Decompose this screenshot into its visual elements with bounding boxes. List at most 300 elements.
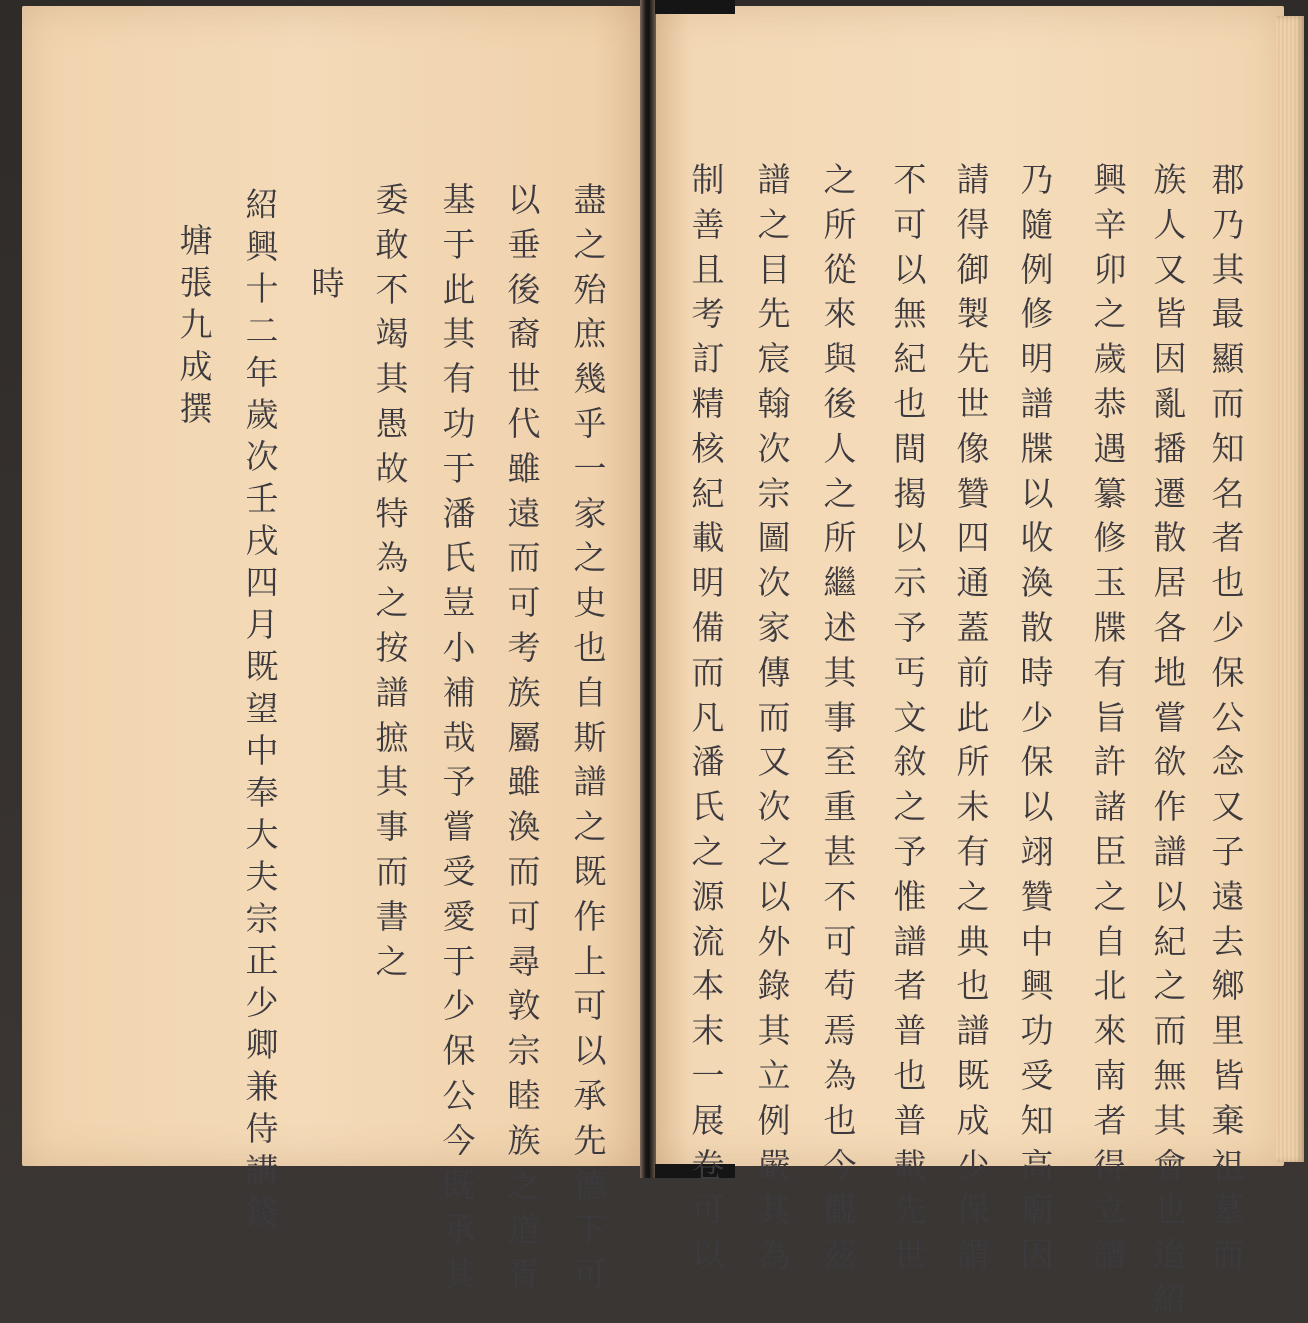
glyph: 可 (823, 921, 857, 961)
glyph: 族 (1153, 160, 1187, 199)
glyph: 修 (1020, 294, 1054, 334)
glyph: 遠 (1211, 876, 1245, 916)
glyph: 承 (573, 1075, 607, 1115)
glyph: 可 (507, 896, 541, 936)
glyph: 之 (375, 941, 409, 981)
glyph: 無 (893, 294, 927, 334)
glyph: 其 (375, 359, 409, 399)
glyph: 雖 (507, 448, 541, 488)
glyph: 因 (1020, 1235, 1054, 1275)
glyph: 屬 (507, 717, 541, 757)
glyph: 保 (1020, 742, 1054, 782)
glyph: 散 (1020, 607, 1054, 647)
glyph: 之 (691, 831, 725, 871)
glyph: 殆 (573, 269, 607, 309)
glyph: 遇 (1093, 428, 1127, 468)
glyph: 述 (823, 607, 857, 647)
glyph: 以 (1020, 787, 1054, 827)
glyph: 既 (245, 647, 279, 686)
glyph: 十 (245, 269, 279, 308)
glyph: 也 (956, 966, 990, 1006)
glyph: 事 (375, 807, 409, 847)
glyph: 隨 (1020, 204, 1054, 244)
glyph: 譜 (1093, 1235, 1127, 1275)
glyph: 也 (893, 1055, 927, 1095)
glyph: 揭 (893, 473, 927, 513)
glyph: 世 (893, 1235, 927, 1275)
glyph: 北 (1093, 966, 1127, 1006)
glyph: 遠 (507, 493, 541, 533)
glyph: 潘 (442, 493, 476, 533)
glyph: 受 (1020, 1055, 1054, 1095)
glyph: 大 (245, 815, 279, 854)
glyph: 苟 (823, 966, 857, 1006)
glyph: 睦 (507, 1075, 541, 1115)
left-column-6 (240, 184, 284, 1234)
glyph: 渙 (1020, 563, 1054, 603)
glyph: 時 (311, 264, 345, 303)
glyph: 立 (1093, 1190, 1127, 1230)
glyph: 今 (823, 1145, 857, 1185)
glyph: 惟 (893, 876, 927, 916)
glyph: 少 (1211, 607, 1245, 647)
glyph: 世 (507, 359, 541, 399)
glyph: 例 (1020, 249, 1054, 289)
glyph: 居 (1153, 563, 1187, 603)
glyph: 不 (893, 160, 927, 199)
glyph: 裔 (507, 314, 541, 354)
right-column-8 (752, 158, 796, 1278)
glyph: 委 (375, 180, 409, 219)
glyph: 既 (442, 1165, 476, 1205)
glyph: 之 (375, 583, 409, 623)
glyph: 年 (245, 353, 279, 392)
glyph: 時 (1020, 652, 1054, 692)
glyph: 而 (691, 652, 725, 692)
glyph: 兼 (245, 1067, 279, 1106)
glyph: 有 (442, 359, 476, 399)
right-column-3 (1088, 158, 1132, 1278)
glyph: 族 (507, 1120, 541, 1160)
glyph: 丐 (893, 652, 927, 692)
glyph: 遷 (1153, 473, 1187, 513)
glyph: 紹 (1153, 1279, 1187, 1319)
glyph: 世 (956, 383, 990, 423)
glyph: 考 (507, 627, 541, 667)
glyph: 興 (1093, 160, 1127, 199)
glyph: 宸 (757, 339, 791, 379)
glyph: 善 (691, 204, 725, 244)
glyph: 之 (893, 787, 927, 827)
glyph: 錢 (245, 1193, 279, 1232)
glyph: 而 (375, 851, 409, 891)
glyph: 四 (956, 518, 990, 558)
glyph: 尋 (507, 941, 541, 981)
glyph: 其 (442, 314, 476, 354)
glyph: 歲 (1093, 339, 1127, 379)
glyph: 成 (179, 347, 213, 386)
glyph: 公 (1211, 697, 1245, 737)
glyph: 講 (245, 1151, 279, 1190)
left-column-5 (306, 262, 350, 307)
glyph: 修 (1093, 518, 1127, 558)
glyph: 公 (442, 1075, 476, 1115)
left-column-1 (568, 178, 612, 1298)
left-page (22, 6, 644, 1166)
glyph: 其 (1153, 1100, 1187, 1140)
glyph: 得 (1093, 1145, 1127, 1185)
glyph: 氏 (442, 538, 476, 578)
glyph: 皆 (1153, 294, 1187, 334)
glyph: 里 (1211, 1011, 1245, 1051)
glyph: 譜 (1153, 831, 1187, 871)
glyph: 制 (691, 160, 725, 199)
glyph: 于 (442, 224, 476, 264)
glyph: 之 (757, 204, 791, 244)
glyph: 之 (757, 831, 791, 871)
glyph: 高 (1020, 1145, 1054, 1185)
glyph: 小 (442, 627, 476, 667)
glyph: 去 (1211, 921, 1245, 961)
glyph: 也 (893, 383, 927, 423)
glyph: 牒 (1020, 428, 1054, 468)
glyph: 本 (691, 966, 725, 1006)
glyph: 可 (893, 204, 927, 244)
glyph: 補 (442, 672, 476, 712)
page-edges (1276, 16, 1304, 1162)
right-column-1 (1206, 158, 1250, 1278)
glyph: 未 (956, 787, 990, 827)
glyph: 且 (691, 249, 725, 289)
glyph: 贊 (956, 473, 990, 513)
glyph: 為 (375, 538, 409, 578)
glyph: 傳 (757, 652, 791, 692)
glyph: 紀 (893, 339, 927, 379)
glyph: 九 (179, 305, 213, 344)
glyph: 御 (956, 249, 990, 289)
glyph: 其 (823, 652, 857, 692)
glyph: 得 (956, 204, 990, 244)
glyph: 顯 (1211, 339, 1245, 379)
glyph: 文 (893, 697, 927, 737)
glyph: 卷 (691, 1145, 725, 1185)
glyph: 皆 (1211, 1055, 1245, 1095)
glyph: 所 (823, 204, 857, 244)
glyph: 成 (956, 1100, 990, 1140)
glyph: 後 (507, 269, 541, 309)
glyph: 流 (691, 921, 725, 961)
glyph: 望 (245, 689, 279, 728)
glyph: 其 (442, 1255, 476, 1295)
glyph: 通 (956, 563, 990, 603)
glyph: 予 (893, 831, 927, 871)
glyph: 從 (823, 249, 857, 289)
glyph: 例 (757, 1100, 791, 1140)
glyph: 紀 (1153, 921, 1187, 961)
glyph: 此 (956, 697, 990, 737)
glyph: 受 (442, 851, 476, 891)
glyph: 侍 (245, 1109, 279, 1148)
glyph: 興 (245, 227, 279, 266)
glyph: 普 (893, 1011, 927, 1051)
glyph: 又 (1211, 787, 1245, 827)
glyph: 書 (375, 896, 409, 936)
glyph: 竭 (375, 314, 409, 354)
glyph: 而 (1211, 383, 1245, 423)
glyph: 繼 (823, 563, 857, 603)
glyph: 既 (573, 851, 607, 891)
glyph: 而 (1211, 1235, 1245, 1275)
glyph: 既 (956, 1055, 990, 1095)
glyph: 歲 (245, 395, 279, 434)
glyph: 最 (1211, 294, 1245, 334)
glyph: 哉 (442, 717, 476, 757)
glyph: 少 (442, 986, 476, 1026)
glyph: 譜 (956, 1011, 990, 1051)
glyph: 之 (823, 473, 857, 513)
glyph: 正 (245, 941, 279, 980)
glyph: 之 (956, 876, 990, 916)
glyph: 中 (1020, 921, 1054, 961)
glyph: 核 (691, 428, 725, 468)
glyph: 所 (956, 742, 990, 782)
glyph: 蓋 (956, 607, 990, 647)
glyph: 胥 (507, 1255, 541, 1295)
glyph: 甚 (823, 831, 857, 871)
glyph: 而 (507, 851, 541, 891)
glyph: 道 (507, 1210, 541, 1250)
glyph: 塘 (179, 221, 213, 260)
glyph: 雖 (507, 762, 541, 802)
glyph: 散 (1153, 518, 1187, 558)
glyph: 卿 (245, 1025, 279, 1064)
glyph: 撰 (179, 389, 213, 428)
glyph: 又 (757, 742, 791, 782)
glyph: 紀 (691, 473, 725, 513)
glyph: 此 (442, 269, 476, 309)
glyph: 以 (1153, 876, 1187, 916)
glyph: 收 (1020, 518, 1054, 558)
glyph: 者 (1093, 1100, 1127, 1140)
glyph: 前 (956, 652, 990, 692)
glyph: 摭 (375, 717, 409, 757)
glyph: 事 (823, 697, 857, 737)
glyph: 來 (1093, 1011, 1127, 1051)
glyph: 至 (823, 742, 857, 782)
glyph: 間 (893, 428, 927, 468)
glyph: 家 (573, 493, 607, 533)
glyph: 之 (573, 807, 607, 847)
glyph: 承 (442, 1210, 476, 1250)
glyph: 不 (823, 876, 857, 916)
glyph: 之 (1093, 294, 1127, 334)
glyph: 載 (691, 518, 725, 558)
book-gutter (640, 0, 656, 1178)
glyph: 墓 (1211, 1190, 1245, 1230)
glyph: 幾 (573, 359, 607, 399)
glyph: 郡 (1211, 160, 1245, 199)
glyph: 名 (1211, 473, 1245, 513)
glyph: 宗 (757, 473, 791, 513)
glyph: 少 (956, 1145, 990, 1185)
glyph: 像 (956, 428, 990, 468)
glyph: 備 (691, 607, 725, 647)
glyph: 興 (1020, 966, 1054, 1006)
glyph: 子 (1211, 831, 1245, 871)
glyph: 德 (573, 1165, 607, 1205)
glyph: 家 (757, 607, 791, 647)
glyph: 先 (893, 1190, 927, 1230)
glyph: 人 (1153, 204, 1187, 244)
glyph: 保 (956, 1190, 990, 1230)
glyph: 可 (573, 986, 607, 1026)
glyph: 中 (245, 731, 279, 770)
glyph: 譜 (1020, 383, 1054, 423)
glyph: 愛 (442, 896, 476, 936)
glyph: 作 (1153, 787, 1187, 827)
glyph: 展 (691, 1100, 725, 1140)
glyph: 訂 (691, 339, 725, 379)
right-column-7 (818, 158, 862, 1278)
glyph: 張 (179, 263, 213, 302)
glyph: 製 (956, 294, 990, 334)
glyph: 其 (757, 1190, 791, 1230)
glyph: 不 (375, 269, 409, 309)
spine-thread-top (655, 0, 735, 14)
glyph: 盡 (573, 180, 607, 219)
glyph: 源 (691, 876, 725, 916)
glyph: 而 (1153, 1011, 1187, 1051)
glyph: 有 (1093, 652, 1127, 692)
right-column-5 (951, 158, 995, 1278)
glyph: 宗 (245, 899, 279, 938)
glyph: 四 (245, 563, 279, 602)
right-column-4 (1015, 158, 1059, 1278)
glyph: 以 (893, 518, 927, 558)
glyph: 宗 (507, 1031, 541, 1071)
glyph: 翊 (1020, 831, 1054, 871)
glyph: 保 (1211, 652, 1245, 692)
glyph: 今 (442, 1120, 476, 1160)
glyph: 可 (507, 583, 541, 623)
glyph: 保 (442, 1031, 476, 1071)
glyph: 纂 (1093, 473, 1127, 513)
glyph: 之 (573, 538, 607, 578)
glyph: 譜 (375, 672, 409, 712)
glyph: 旨 (1093, 697, 1127, 737)
glyph: 欲 (1153, 742, 1187, 782)
glyph: 明 (691, 563, 725, 603)
glyph: 來 (823, 294, 857, 334)
glyph: 自 (573, 672, 607, 712)
glyph: 也 (1153, 1190, 1187, 1230)
left-column-3 (437, 178, 481, 1298)
glyph: 次 (757, 563, 791, 603)
glyph: 恭 (1093, 383, 1127, 423)
glyph: 基 (442, 180, 476, 219)
glyph: 又 (1153, 249, 1187, 289)
glyph: 焉 (823, 1011, 857, 1051)
glyph: 次 (757, 428, 791, 468)
glyph: 而 (507, 538, 541, 578)
glyph: 敢 (375, 224, 409, 264)
glyph: 廟 (1020, 1190, 1054, 1230)
glyph: 先 (757, 294, 791, 334)
glyph: 功 (1020, 1011, 1054, 1051)
glyph: 也 (823, 1100, 857, 1140)
glyph: 譜 (757, 160, 791, 199)
glyph: 鄉 (1211, 966, 1245, 1006)
glyph: 也 (573, 627, 607, 667)
glyph: 謂 (956, 1235, 990, 1275)
glyph: 以 (1020, 473, 1054, 513)
glyph: 予 (442, 762, 476, 802)
glyph: 卯 (1093, 249, 1127, 289)
glyph: 自 (1093, 921, 1127, 961)
glyph: 凡 (691, 697, 725, 737)
glyph: 按 (375, 627, 409, 667)
glyph: 戌 (245, 521, 279, 560)
glyph: 諸 (1093, 787, 1127, 827)
glyph: 者 (1211, 518, 1245, 558)
glyph: 南 (1093, 1055, 1127, 1095)
glyph: 無 (1153, 1055, 1187, 1095)
glyph: 各 (1153, 607, 1187, 647)
glyph: 一 (691, 1055, 725, 1095)
glyph: 族 (507, 672, 541, 712)
glyph: 嘗 (1153, 697, 1187, 737)
glyph: 上 (573, 941, 607, 981)
glyph: 次 (757, 787, 791, 827)
glyph: 夫 (245, 857, 279, 896)
glyph: 普 (893, 1100, 927, 1140)
glyph: 之 (573, 224, 607, 264)
glyph: 錄 (757, 966, 791, 1006)
glyph: 觀 (823, 1190, 857, 1230)
glyph: 臣 (1093, 831, 1127, 871)
glyph: 牒 (1093, 607, 1127, 647)
glyph: 渙 (507, 807, 541, 847)
glyph: 次 (245, 437, 279, 476)
glyph: 乎 (573, 403, 607, 443)
glyph: 翰 (757, 383, 791, 423)
glyph: 可 (573, 1255, 607, 1295)
glyph: 考 (691, 294, 725, 334)
glyph: 代 (507, 403, 541, 443)
glyph: 奉 (245, 773, 279, 812)
glyph: 示 (893, 563, 927, 603)
glyph: 其 (1211, 249, 1245, 289)
glyph: 地 (1153, 652, 1187, 692)
glyph: 之 (823, 160, 857, 199)
glyph: 氏 (691, 787, 725, 827)
glyph: 玉 (1093, 563, 1127, 603)
right-column-2 (1148, 158, 1192, 1323)
left-column-7 (174, 220, 218, 430)
glyph: 先 (956, 339, 990, 379)
glyph: 者 (893, 966, 927, 1006)
glyph: 月 (245, 605, 279, 644)
glyph: 其 (375, 762, 409, 802)
glyph: 明 (1020, 339, 1054, 379)
glyph: 祖 (1211, 1145, 1245, 1185)
glyph: 故 (375, 448, 409, 488)
glyph: 圖 (757, 518, 791, 558)
glyph: 以 (757, 876, 791, 916)
right-column-6 (888, 158, 932, 1278)
glyph: 于 (442, 448, 476, 488)
glyph: 目 (757, 249, 791, 289)
